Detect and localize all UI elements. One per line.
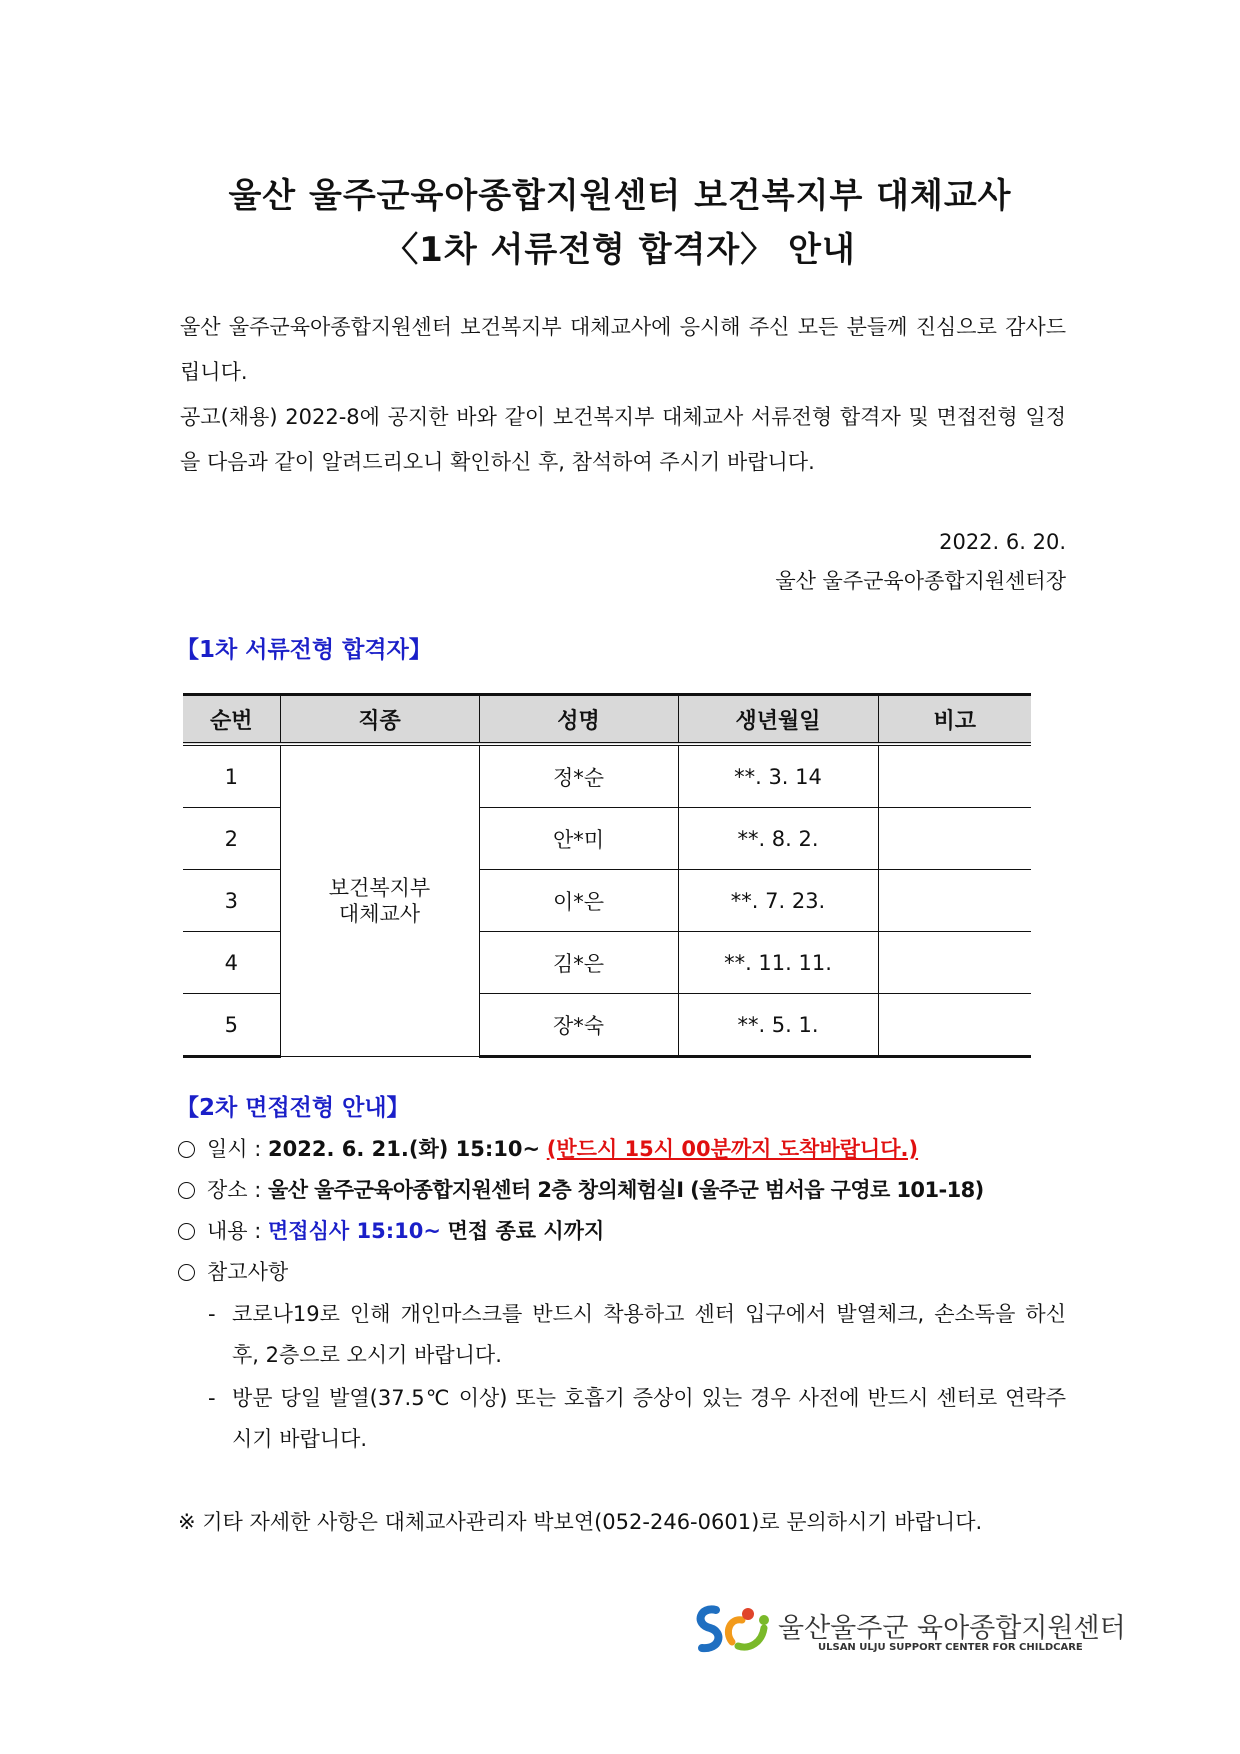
cell-remarks	[878, 932, 1031, 994]
cell-remarks	[878, 870, 1031, 932]
section-title-interview: 【2차 면접전형 안내】	[176, 1095, 410, 1121]
cell-name: 안*미	[479, 808, 678, 870]
header-name: 성명	[479, 695, 678, 745]
intro-paragraph-1: 울산 울주군육아종합지원센터 보건복지부 대체교사에 응시해 주신 모든 분들께 진심으로 감사드립니다.	[180, 315, 1066, 384]
cell-no: 1	[183, 744, 280, 808]
cell-no: 2	[183, 808, 280, 870]
cell-birthdate: **. 3. 14	[678, 744, 878, 808]
interview-notes-heading	[178, 1256, 288, 1286]
header-remarks: 비고	[878, 695, 1031, 745]
center-logo-icon	[690, 1602, 774, 1658]
cell-birthdate: **. 11. 11.	[678, 932, 878, 994]
cell-remarks	[878, 994, 1031, 1057]
header-job-type: 직종	[280, 695, 479, 745]
contact-note: ※ 기타 자세한 사항은 대체교사관리자 박보연(052-246-0601)로 문의하시기 바랍니다.	[178, 1510, 983, 1534]
cell-job-type: 보건복지부 대체교사	[280, 744, 479, 1057]
interview-place	[178, 1174, 984, 1204]
cell-name: 장*숙	[479, 994, 678, 1057]
notice-issuer: 울산 울주군육아종합지원센터장	[775, 569, 1066, 593]
header-birthdate: 생년월일	[678, 695, 878, 745]
center-logo-name-ko: 울산울주군 육아종합지원센터	[778, 1613, 1126, 1644]
cell-remarks	[878, 808, 1031, 870]
dash-bullet-icon: -	[208, 1386, 216, 1410]
circle-bullet-icon	[178, 1141, 195, 1158]
cell-name: 김*은	[479, 932, 678, 994]
cell-birthdate: **. 5. 1.	[678, 994, 878, 1057]
notes-label: 참고사항	[207, 1260, 289, 1284]
note-text: 방문 당일 발열(37.5℃ 이상) 또는 호흡기 증상이 있는 경우 사전에 반드시 센터로 연락주시기 바랍니다.	[232, 1386, 1066, 1451]
passers-table	[183, 693, 1031, 1058]
dash-bullet-icon: -	[208, 1302, 216, 1326]
intro-paragraph-2: 공고(채용) 2022-8에 공지한 바와 같이 보건복지부 대체교사 서류전형 합격자 및 면접전형 일정을 다음과 같이 알려드리오니 확인하신 후, 참석하여 주시기 바랍니다.	[180, 405, 1066, 474]
table-header-row	[183, 695, 1031, 745]
place-value: 울산 울주군육아종합지원센터 2층 창의체험실Ⅰ (울주군 범서읍 구영로 101-18)	[268, 1178, 984, 1202]
cell-name: 이*은	[479, 870, 678, 932]
header-no: 순번	[183, 695, 280, 745]
note-item	[208, 1294, 1066, 1376]
interview-datetime	[178, 1133, 918, 1163]
center-logo	[690, 1602, 1126, 1658]
center-logo-name-en: ULSAN ULJU SUPPORT CENTER FOR CHILDCARE	[818, 1642, 1083, 1653]
datetime-value: 2022. 6. 21.(화) 15:10~	[268, 1137, 541, 1161]
cell-no: 4	[183, 932, 280, 994]
place-label: 장소 :	[207, 1178, 262, 1202]
section-title-document-screening: 【1차 서류전형 합격자】	[176, 637, 432, 663]
table-row	[183, 744, 1031, 808]
content-value-highlight: 면접심사 15:10~	[268, 1219, 441, 1243]
datetime-warning: (반드시 15시 00분까지 도착바랍니다.)	[546, 1137, 919, 1161]
cell-birthdate: **. 7. 23.	[678, 870, 878, 932]
datetime-label: 일시 :	[207, 1137, 262, 1161]
note-text: 코로나19로 인해 개인마스크를 반드시 착용하고 센터 입구에서 발열체크, 손소독을 하신 후, 2층으로 오시기 바랍니다.	[232, 1302, 1066, 1367]
content-label: 내용 :	[207, 1219, 262, 1243]
circle-bullet-icon	[178, 1264, 195, 1281]
cell-birthdate: **. 8. 2.	[678, 808, 878, 870]
circle-bullet-icon	[178, 1182, 195, 1199]
note-item	[208, 1378, 1066, 1460]
circle-bullet-icon	[178, 1223, 195, 1240]
page-subtitle: 〈1차 서류전형 합격자〉 안내	[384, 230, 856, 270]
content-value: 면접 종료 시까지	[447, 1219, 605, 1243]
cell-remarks	[878, 744, 1031, 808]
notice-date: 2022. 6. 20.	[939, 530, 1066, 554]
page-title: 울산 울주군육아종합지원센터 보건복지부 대체교사	[228, 176, 1012, 216]
cell-no: 3	[183, 870, 280, 932]
interview-content	[178, 1215, 604, 1245]
cell-name: 정*순	[479, 744, 678, 808]
cell-no: 5	[183, 994, 280, 1057]
